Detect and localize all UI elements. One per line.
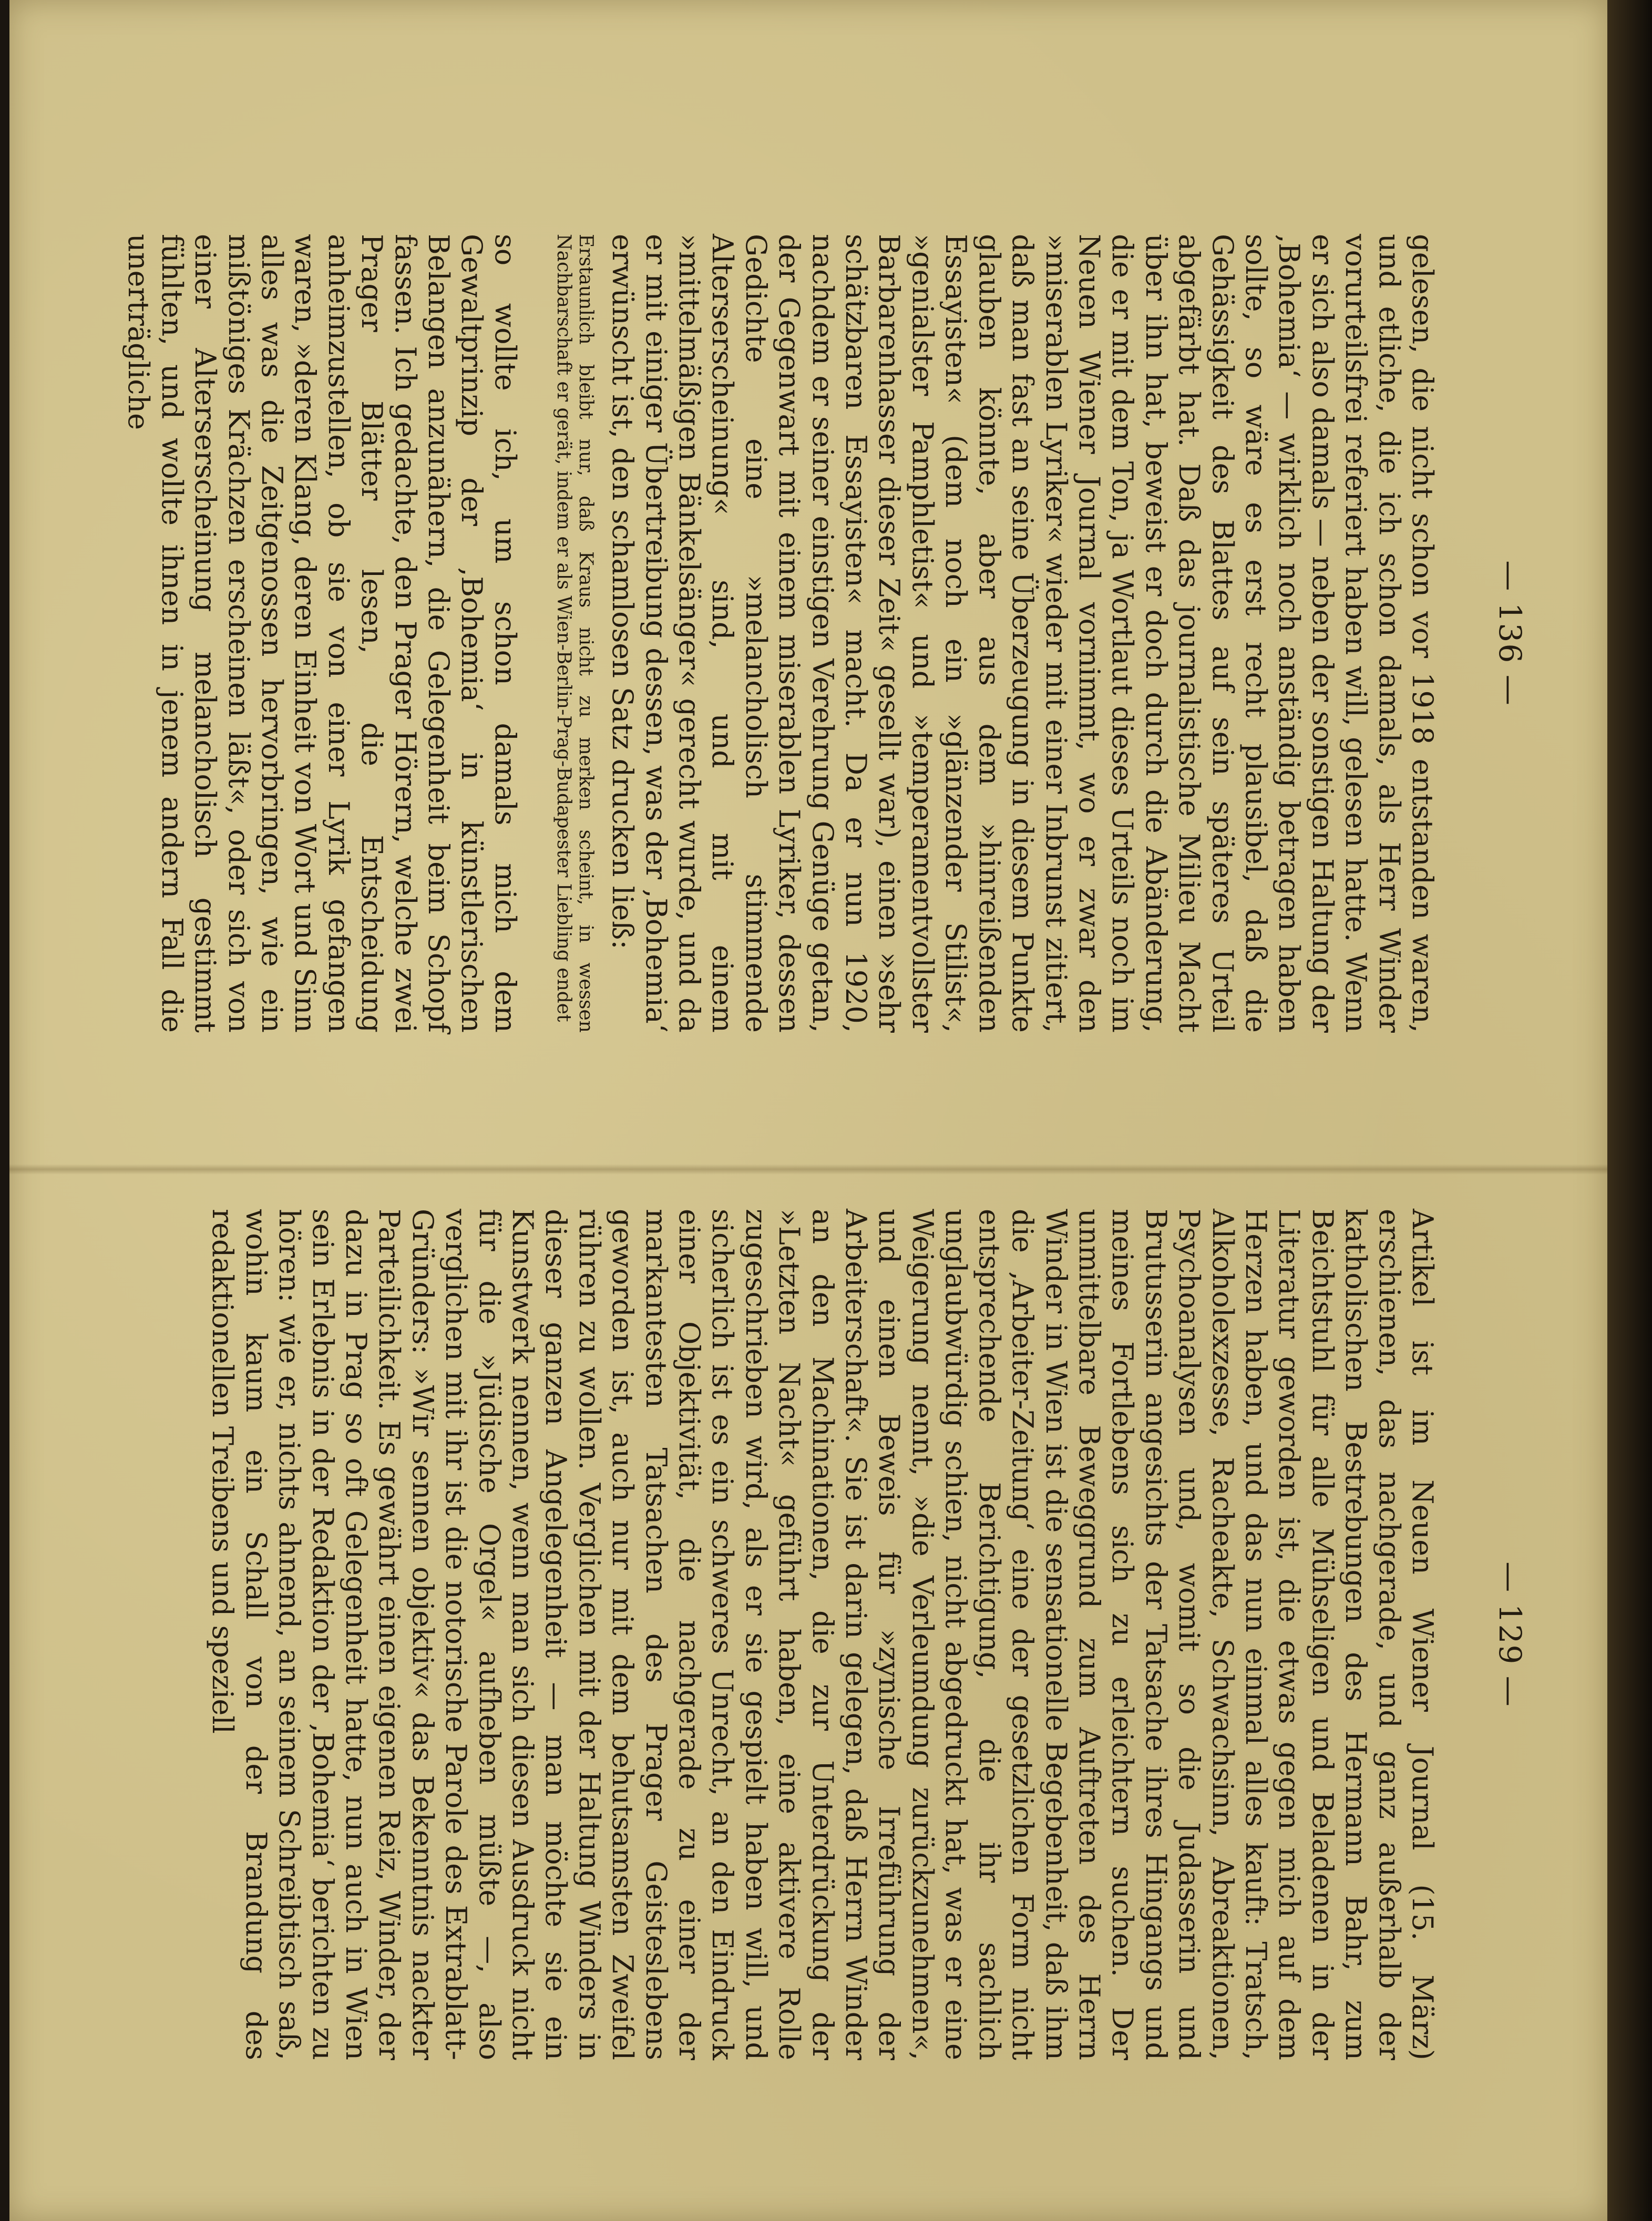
page-number-136: — 136 — [1492, 560, 1528, 706]
page-129-column [206, 1209, 1528, 2060]
body-text-136-part2: so wollte ich, um schon damals mich dem Gewaltprinzip der ‚Bohemia‘ in künstlerischen Belangen anzunähern, die Gelegenheit beim Schopf fassen. Ich gedachte, den Prager Hörern, welche zwei Prager Blätter lesen, die Entscheidung anheimzustellen, ob sie von einer Lyrik gefangen waren, »deren Klang, deren Einheit von Wort und Sinn alles was die Zeitgenossen hervorbringen, wie ein mißtöniges Krächzen erscheinen läßt«, oder sich von einer Alterserscheinung melancholisch gestimmt fühlten, und wollte ihnen in jenem andern Fall die unerträgliche [122, 234, 522, 1033]
page-number-129: — 129 — [1492, 1561, 1528, 1708]
paper-sheet [9, 0, 1607, 2221]
body-text-129: Artikel ist im Neuen Wiener Journal (15. März) erschienen, das nachgerade, und ganz außerhalb der katholischen Bestrebungen des Hermann Bahr, zum Beichtstuhl für alle Mühseligen und Beladenen in der Literatur geworden ist, die etwas gegen mich auf dem Herzen haben, und das nun einmal alles kauft: Tratsch, Alkoholexzesse, Racheakte, Schwachsinn, Abreaktionen, Psychoanalysen und, womit so die Judasserin und Brutusserin angesichts der Tatsache ihres Hingangs und meines Fortlebens sich zu erleichtern suchen. Der unmittelbare Beweggrund zum Auftreten des Herrn Winder in Wien ist die sensationelle Begebenheit, daß ihm die ‚Arbeiter-Zeitung‘ eine der gesetzlichen Form nicht entsprechende Berichtigung, die ihr sachlich unglaubwürdig schien, nicht abgedruckt hat, was er eine Weigerung nennt, »die Verleumdung zurückzunehmen«, und einen Beweis für »zynische Irreführung der Arbeiterschaft«. Sie ist darin gelegen, daß Herrn Winder an den Machinationen, die zur Unterdrückung der »Letzten Nacht« geführt haben, eine aktivere Rolle zugeschrieben wird, als er sie gespielt haben will, und sicherlich ist es ein schweres Unrecht, an den Eindruck einer Objektivität, die nachgerade zu einer der markantesten Tatsachen des Prager Geisteslebens geworden ist, auch nur mit dem behutsamsten Zweifel rühren zu wollen. Verglichen mit der Haltung Winders in dieser ganzen Angelegenheit — man möchte sie ein Kunstwerk nennen, wenn man sich diesen Ausdruck nicht für die »Jüdische Orgel« aufheben müßte —, also verglichen mit ihr ist die notorische Parole des Extrablatt-Gründers: »Wir sennen objektiv« das Bekenntnis nackter Parteilichkeit. Es gewährt einen eigenen Reiz, Winder, der dazu in Prag so oft Gelegenheit hatte, nun auch in Wien sein Erlebnis in der Redaktion der ‚Bohemia‘ berichten zu hören: wie er, nichts ahnend, an seinem Schreibtisch saß, wohin kaum ein Schall von der Brandung des redaktionellen Treibens und speziell [206, 1209, 1439, 2060]
book-edge [1607, 0, 1652, 2221]
page-136-column [122, 234, 1528, 1033]
body-text-136-part1: gelesen, die nicht schon vor 1918 entstanden waren, und etliche, die ich schon damals, als Herr Winder vorurteilsfrei referiert haben will, gelesen hatte. Wenn er sich also damals — neben der sonstigen Haltung der ‚Bohemia‘ — wirklich noch anständig betragen haben sollte, so wäre es erst recht plausibel, daß die Gehässigkeit des Blattes auf sein späteres Urteil abgefärbt hat. Daß das journalistische Milieu Macht über ihn hat, beweist er doch durch die Abänderung, die er mit dem Ton, ja Wortlaut dieses Urteils noch im Neuen Wiener Journal vornimmt, wo er zwar den »miserablen Lyriker« wieder mit einer Inbrunst zitiert, daß man fast an seine Überzeugung in diesem Punkte glauben könnte, aber aus dem »hinreißenden Essayisten« (dem noch ein »glänzender Stilist«, »genialster Pamphletist« und »temperamentvollster Barbarenhasser dieser Zeit« gesellt war), einen »sehr schätzbaren Essayisten« macht. Da er nun 1920, nachdem er seiner einstigen Verehrung Genüge getan, der Gegenwart mit einem miserablen Lyriker, dessen Gedichte eine »melancholisch stimmende Alterserscheinung« sind, und mit einem »mittelmäßigen Bänkelsänger« gerecht wurde, und da er mit einiger Übertreibung dessen, was der ‚Bohemia‘ erwünscht ist, den schamlosen Satz drucken ließ: [606, 234, 1439, 1033]
footnote-136: Erstaunlich bleibt nur, daß Kraus nicht zu merken scheint, in wessen Nachbarschaft er gerät, indem er als Wien-Berlin-Prag-Budapester Liebling endet [552, 234, 597, 1033]
fold-line [9, 1164, 1607, 1175]
